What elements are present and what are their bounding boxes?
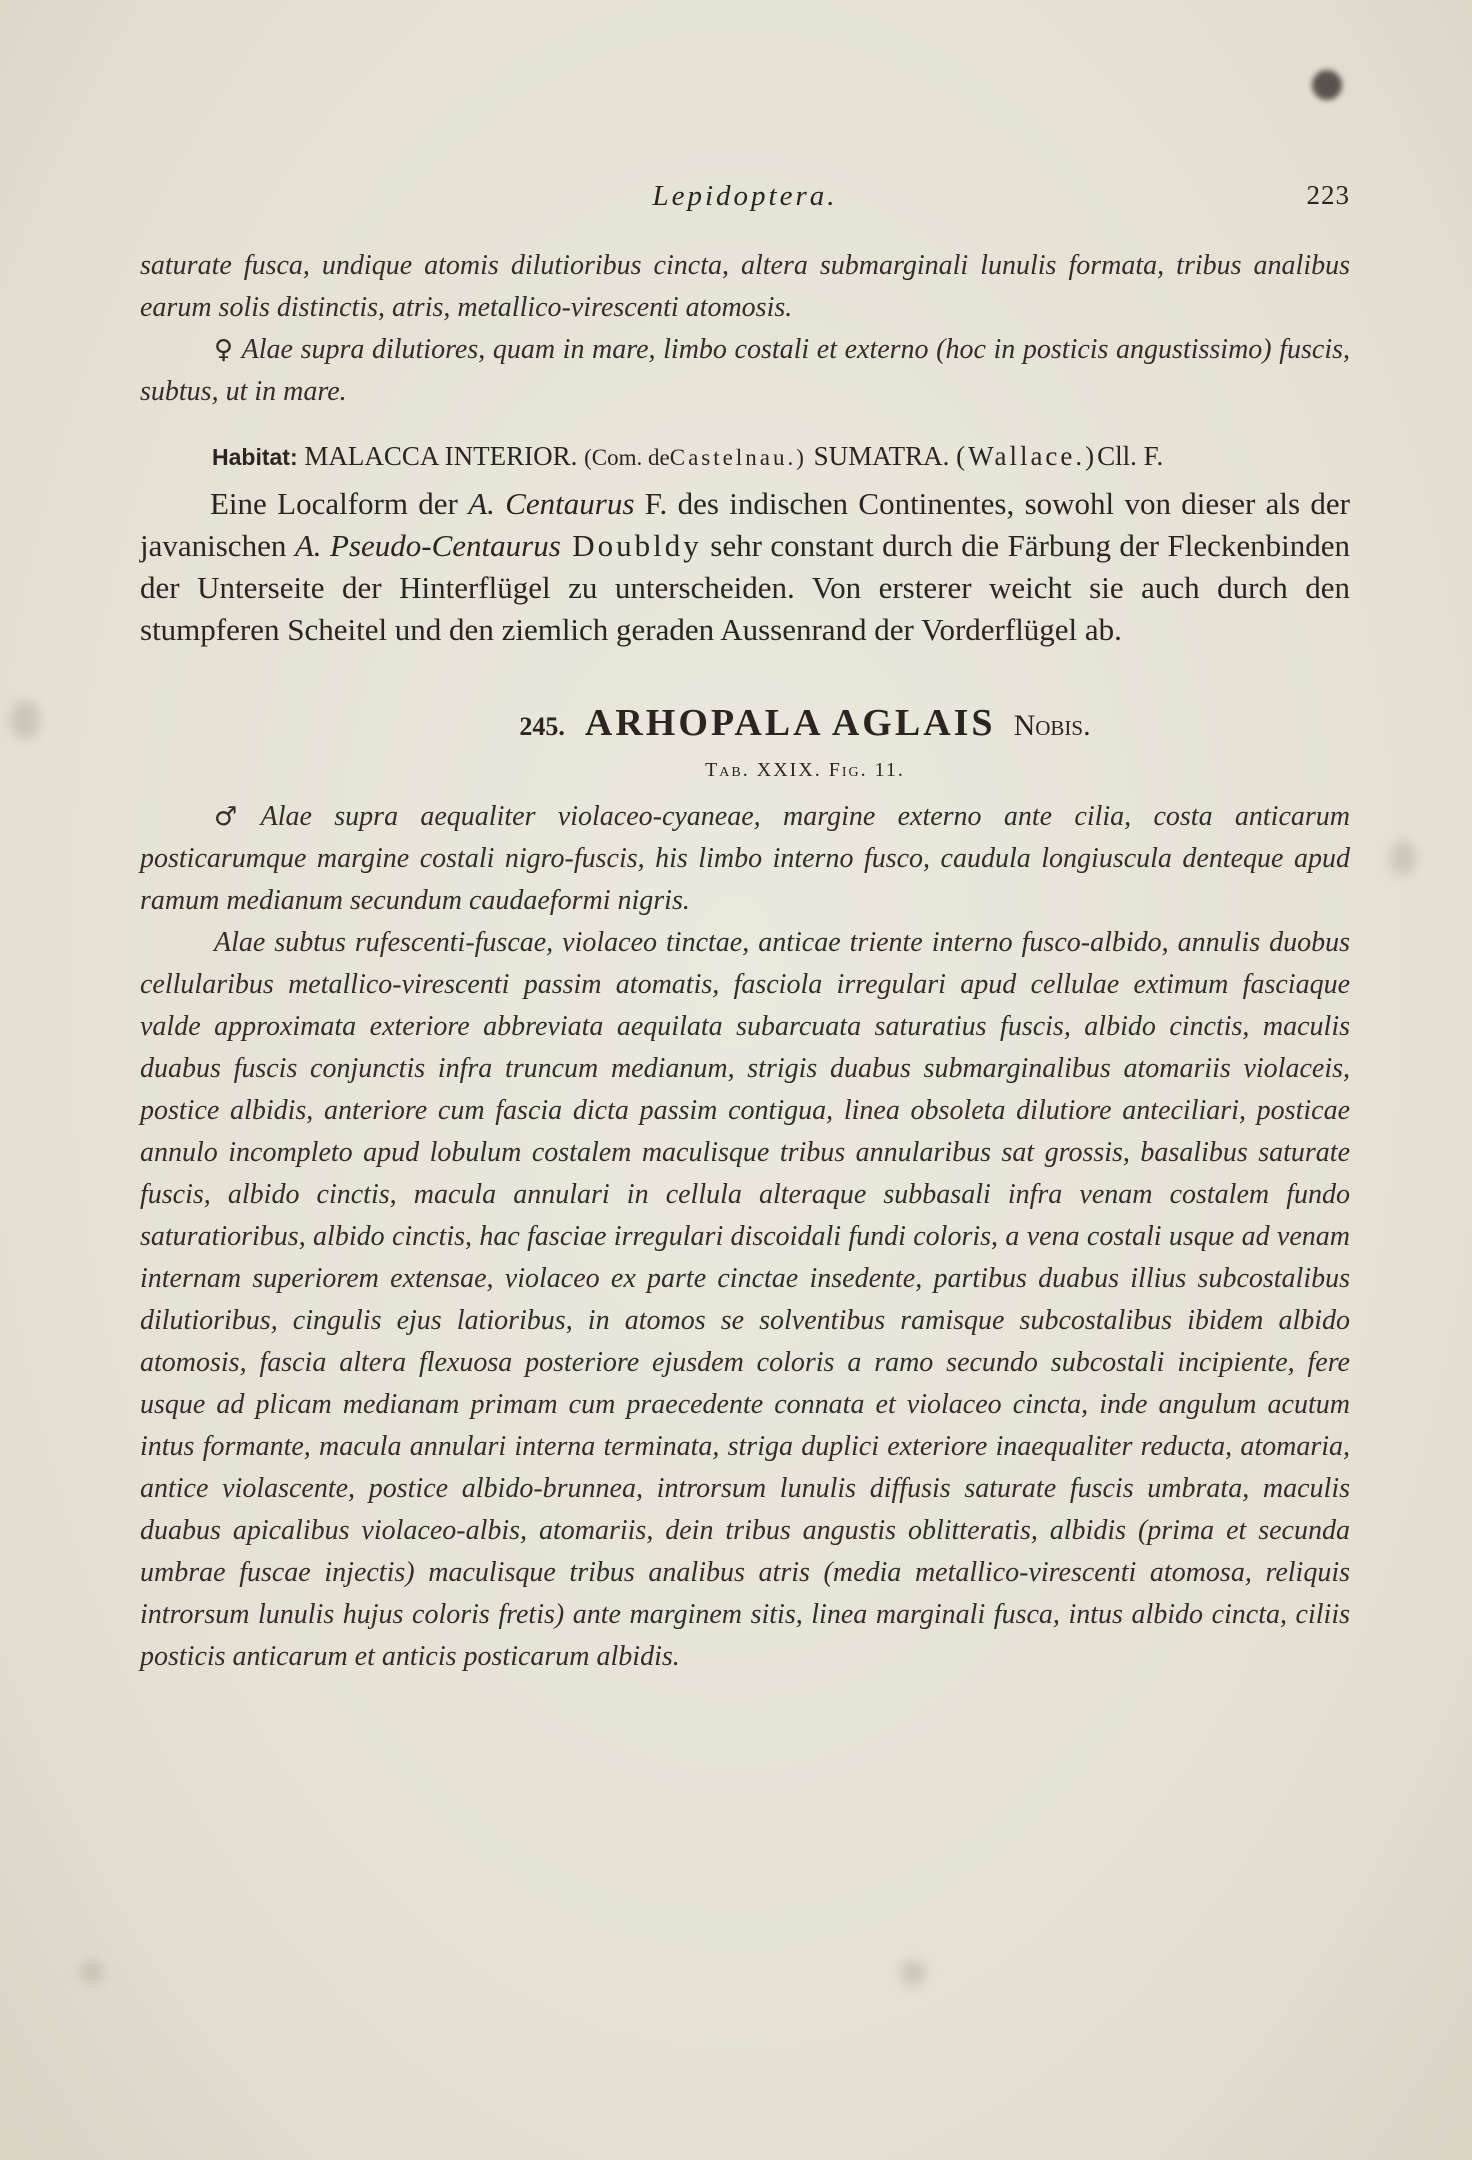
female-description xyxy=(140,329,1350,413)
taxon-centaurus: A. Centaurus xyxy=(468,486,635,521)
species-name: ARHOPALA AGLAIS xyxy=(584,702,996,744)
plate-reference: Tab. XXIX. Fig. 11. xyxy=(705,759,905,781)
male-description-text: Alae supra aequaliter violaceo-cyaneae, margine externo ante cilia, costa anticarum posticarumque margine costali nigro-fuscis, his limbo interno fusco, caudula longiuscula denteque apud ramum medianum secundum caudaeformi nigris. xyxy=(140,801,1351,916)
habitat-source-1b: Castelnau.) xyxy=(669,445,807,470)
paper-stain xyxy=(80,1960,104,1984)
species-heading xyxy=(140,701,1350,745)
page-number: 223 xyxy=(1306,180,1350,210)
german-text-2: F. des indischen Continentes, sowohl von dieser als der javanischen xyxy=(140,486,1350,563)
taxon-pseudo-centaurus: A. Pseudo-Centaurus xyxy=(294,528,561,563)
female-description-text: Alae supra dilutiores, quam in mare, limbo costali et externo (hoc in posticis angustissimo) fuscis, subtus, ut in mare. xyxy=(140,334,1350,407)
body-text xyxy=(140,245,1350,1678)
male-symbol-icon: ♂ xyxy=(214,802,253,832)
german-remarks xyxy=(140,483,1350,651)
habitat-location-2: SUMATRA. xyxy=(813,441,950,471)
ink-blot xyxy=(1312,70,1342,100)
paper-stain xyxy=(900,1960,926,1986)
habitat-collection: Cll. F. xyxy=(1097,441,1164,471)
habitat-location-1: MALACCA INTERIOR. xyxy=(304,441,578,471)
species-number: 245. xyxy=(519,712,565,741)
species-author: Nobis. xyxy=(1013,709,1091,742)
paper-stain xyxy=(1390,840,1416,876)
running-title: Lepidoptera. xyxy=(652,180,838,212)
habitat-source-1a: (Com. de xyxy=(584,445,670,470)
habitat-label: Habitat: xyxy=(212,444,298,470)
author-doubleday: Doubldy xyxy=(560,528,702,563)
running-head xyxy=(140,180,1350,220)
german-text-1: Eine Localform der xyxy=(210,486,469,521)
continuation-paragraph: saturate fusca, undique atomis dilutioribus cincta, altera submarginali lunulis formata, tribus analibus earum solis distinctis, atris, metallico-virescenti atomosis. xyxy=(140,250,1350,323)
habitat-line xyxy=(140,435,1350,479)
german-text-3: sehr constant durch die Färbung der Fleckenbinden der Unterseite der Hinterflügel zu unterscheiden. Von ersterer weicht sie auch durch den stumpferen Scheitel und den ziemlich geraden Aussenrand der Vorderflügel ab. xyxy=(140,528,1351,647)
male-description xyxy=(140,796,1350,922)
female-symbol-icon: ♀ xyxy=(214,335,234,365)
underside-description: Alae subtus rufescenti-fuscae, violaceo tinctae, anticae triente interno fusco-albido, annulis duobus cellularibus metallico-virescenti passim atomatis, fasciola irregulari apud cellulae extimum fasciaque valde approximata exteriore abbreviata aequilata subarcuata saturatius fuscis, albido cinctis, maculis duabus fuscis conjunctis infra truncum medianum, strigis duabus submarginalibus atomariis violaceis, postice albidis, anteriore cum fascia dicta passim contigua, linea obsoleta dilutiore anteciliari, posticae annulo incompleto apud lobulum costalem maculisque tribus annularibus sat grossis, basalibus saturate fuscis, albido cinctis, macula annulari in cellula alteraque subbasali infra venam costalem fundo saturatioribus, albido cinctis, hac fasciae irregulari discoidali fundi coloris, a vena costali usque ad venam internam superiorem extensae, violaceo ex parte cinctae insedente, partibus duabus illius subcostalibus dilutioribus, cingulis ejus latioribus, in atomos se solventibus ramisque subcostalibus ibidem albido atomosis, fascia altera flexuosa posteriore ejusdem coloris a ramo secundo subcostali incipiente, fere usque ad plicam medianam primam cum praecedente connata et violaceo cincta, inde angulum acutum intus formante, macula annulari interna terminata, striga duplici exteriore inaequaliter reducta, atomaria, antice violascente, postice albido-brunnea, introrsum lunulis diffusis saturate fuscis umbrata, maculis duabus apicalibus violaceo-albis, atomariis, dein tribus angustis oblitteratis, albidis (prima et secunda umbrae fuscae injectis) maculisque tribus analibus atris (media metallico-virescenti atomosa, reliquis introrsum lunulis hujus coloris fretis) ante marginem sitis, linea marginali fusca, intus albido cincta, ciliis posticis anticarum et anticis posticarum albidis. xyxy=(140,927,1350,1672)
habitat-source-2: (Wallace.) xyxy=(956,441,1098,471)
paper-stain xyxy=(10,700,40,740)
